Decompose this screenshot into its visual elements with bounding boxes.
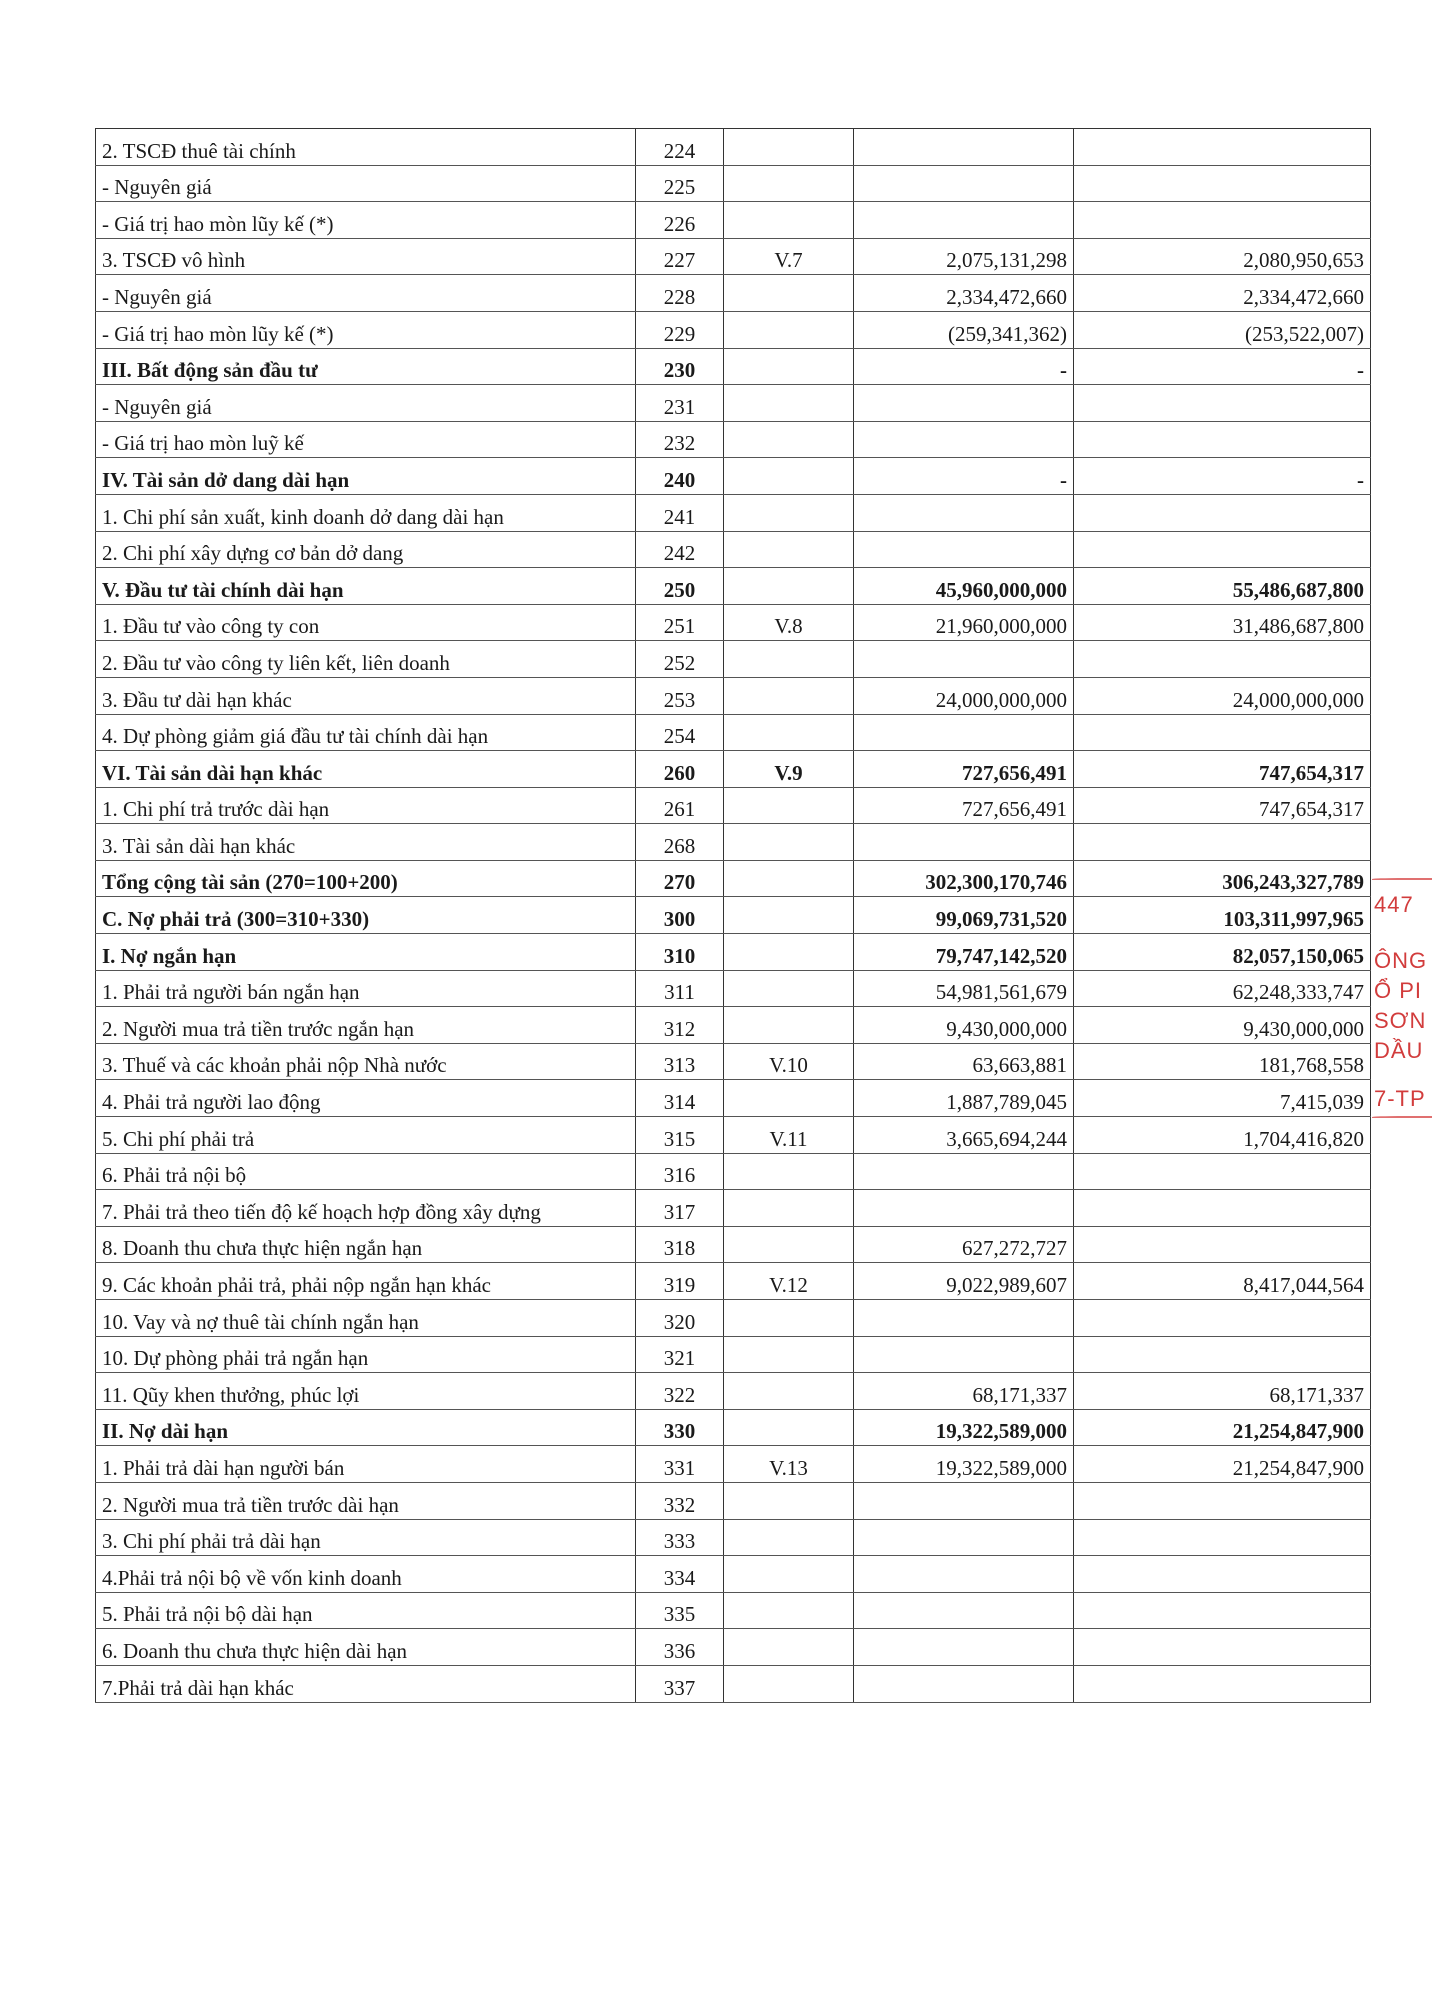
row-note <box>724 677 854 714</box>
table-row <box>96 1190 1371 1227</box>
table-row <box>96 787 1371 824</box>
table-row <box>96 897 1371 934</box>
table-row <box>96 238 1371 275</box>
row-label: 7. Phải trả theo tiến độ kế hoạch hợp đồng xây dựng <box>96 1190 636 1227</box>
row-code: 231 <box>636 385 724 422</box>
row-note <box>724 1592 854 1629</box>
row-code: 337 <box>636 1665 724 1702</box>
row-code: 232 <box>636 421 724 458</box>
row-end-balance <box>854 1190 1074 1227</box>
row-note: V.12 <box>724 1263 854 1300</box>
row-code: 224 <box>636 129 724 166</box>
row-begin-balance: 55,486,687,800 <box>1074 568 1371 605</box>
row-label: 11. Qũy khen thưởng, phúc lợi <box>96 1373 636 1410</box>
row-begin-balance: 1,704,416,820 <box>1074 1117 1371 1154</box>
row-code: 311 <box>636 970 724 1007</box>
table-row <box>96 568 1371 605</box>
table-row <box>96 165 1371 202</box>
row-begin-balance: 62,248,333,747 <box>1074 970 1371 1007</box>
row-begin-balance: - <box>1074 348 1371 385</box>
row-note <box>724 1190 854 1227</box>
table-row <box>96 275 1371 312</box>
row-label: 2. Chi phí xây dựng cơ bản dở dang <box>96 531 636 568</box>
row-begin-balance: 31,486,687,800 <box>1074 604 1371 641</box>
row-code: 331 <box>636 1446 724 1483</box>
row-begin-balance: 306,243,327,789 <box>1074 860 1371 897</box>
row-code: 317 <box>636 1190 724 1227</box>
row-end-balance <box>854 1336 1074 1373</box>
row-label: - Giá trị hao mòn lũy kế (*) <box>96 202 636 239</box>
row-note <box>724 348 854 385</box>
row-code: 332 <box>636 1482 724 1519</box>
row-begin-balance <box>1074 202 1371 239</box>
row-note <box>724 531 854 568</box>
stamp-text-5: DẦU <box>1374 1038 1424 1063</box>
row-code: 250 <box>636 568 724 605</box>
row-end-balance: 19,322,589,000 <box>854 1409 1074 1446</box>
row-begin-balance: 103,311,997,965 <box>1074 897 1371 934</box>
row-begin-balance <box>1074 1226 1371 1263</box>
balance-sheet-rows <box>96 129 1371 1703</box>
row-begin-balance: 9,430,000,000 <box>1074 1007 1371 1044</box>
table-row <box>96 934 1371 971</box>
row-end-balance: 99,069,731,520 <box>854 897 1074 934</box>
row-note <box>724 970 854 1007</box>
row-note <box>724 494 854 531</box>
table-row <box>96 1665 1371 1702</box>
table-row <box>96 1409 1371 1446</box>
row-label: 4. Phải trả người lao động <box>96 1080 636 1117</box>
row-label: - Nguyên giá <box>96 275 636 312</box>
row-label: 1. Phải trả người bán ngắn hạn <box>96 970 636 1007</box>
row-label: - Giá trị hao mòn luỹ kế <box>96 421 636 458</box>
row-begin-balance: 21,254,847,900 <box>1074 1446 1371 1483</box>
row-end-balance <box>854 1556 1074 1593</box>
row-end-balance <box>854 641 1074 678</box>
row-begin-balance <box>1074 1300 1371 1337</box>
row-code: 253 <box>636 677 724 714</box>
row-begin-balance <box>1074 1592 1371 1629</box>
row-code: 240 <box>636 458 724 495</box>
row-note <box>724 165 854 202</box>
row-note <box>724 129 854 166</box>
row-label: 6. Phải trả nội bộ <box>96 1153 636 1190</box>
row-label: 4.Phải trả nội bộ về vốn kinh doanh <box>96 1556 636 1593</box>
row-label: IV. Tài sản dở dang dài hạn <box>96 458 636 495</box>
row-begin-balance <box>1074 385 1371 422</box>
row-label: 3. Thuế và các khoản phải nộp Nhà nước <box>96 1043 636 1080</box>
table-row <box>96 1629 1371 1666</box>
row-code: 330 <box>636 1409 724 1446</box>
table-row <box>96 677 1371 714</box>
row-begin-balance <box>1074 1190 1371 1227</box>
row-end-balance <box>854 1592 1074 1629</box>
row-note <box>724 421 854 458</box>
row-end-balance: 627,272,727 <box>854 1226 1074 1263</box>
row-label: V. Đầu tư tài chính dài hạn <box>96 568 636 605</box>
row-label: 2. TSCĐ thuê tài chính <box>96 129 636 166</box>
row-end-balance: 2,334,472,660 <box>854 275 1074 312</box>
stamp-text-6: 7-TP <box>1374 1086 1426 1111</box>
row-begin-balance: 181,768,558 <box>1074 1043 1371 1080</box>
row-begin-balance: 747,654,317 <box>1074 787 1371 824</box>
table-row <box>96 824 1371 861</box>
row-note: V.9 <box>724 751 854 788</box>
row-label: 3. Chi phí phải trả dài hạn <box>96 1519 636 1556</box>
table-row <box>96 1226 1371 1263</box>
stamp-arc-bottom <box>1372 1116 1432 1118</box>
stamp-arc <box>1372 878 1432 880</box>
row-code: 270 <box>636 860 724 897</box>
row-begin-balance: 21,254,847,900 <box>1074 1409 1371 1446</box>
row-label: 3. Đầu tư dài hạn khác <box>96 677 636 714</box>
row-label: 9. Các khoản phải trả, phải nộp ngắn hạn khác <box>96 1263 636 1300</box>
row-label: III. Bất động sản đầu tư <box>96 348 636 385</box>
row-end-balance: 19,322,589,000 <box>854 1446 1074 1483</box>
stamp-text-4: SƠN <box>1374 1008 1427 1033</box>
table-row <box>96 1080 1371 1117</box>
row-code: 321 <box>636 1336 724 1373</box>
row-code: 300 <box>636 897 724 934</box>
row-note <box>724 311 854 348</box>
row-end-balance <box>854 531 1074 568</box>
table-row <box>96 1519 1371 1556</box>
row-end-balance: 24,000,000,000 <box>854 677 1074 714</box>
row-label: Tổng cộng tài sản (270=100+200) <box>96 860 636 897</box>
row-end-balance <box>854 1300 1074 1337</box>
row-end-balance: 63,663,881 <box>854 1043 1074 1080</box>
row-end-balance <box>854 165 1074 202</box>
row-code: 260 <box>636 751 724 788</box>
row-begin-balance <box>1074 1336 1371 1373</box>
table-row <box>96 1300 1371 1337</box>
row-begin-balance <box>1074 129 1371 166</box>
row-label: 2. Người mua trả tiền trước dài hạn <box>96 1482 636 1519</box>
row-label: II. Nợ dài hạn <box>96 1409 636 1446</box>
row-end-balance <box>854 202 1074 239</box>
company-stamp <box>1368 878 1428 1123</box>
row-code: 315 <box>636 1117 724 1154</box>
row-label: 4. Dự phòng giảm giá đầu tư tài chính dài hạn <box>96 714 636 751</box>
row-note: V.13 <box>724 1446 854 1483</box>
row-end-balance: 21,960,000,000 <box>854 604 1074 641</box>
table-row <box>96 1373 1371 1410</box>
balance-sheet-table <box>95 128 1371 1703</box>
row-label: 1. Đầu tư vào công ty con <box>96 604 636 641</box>
row-end-balance: 727,656,491 <box>854 751 1074 788</box>
row-code: 261 <box>636 787 724 824</box>
row-code: 251 <box>636 604 724 641</box>
row-begin-balance <box>1074 494 1371 531</box>
row-begin-balance: 2,334,472,660 <box>1074 275 1371 312</box>
table-row <box>96 1153 1371 1190</box>
row-label: 8. Doanh thu chưa thực hiện ngắn hạn <box>96 1226 636 1263</box>
stamp-text-3: Ổ PI <box>1374 978 1423 1003</box>
row-note <box>724 1665 854 1702</box>
row-code: 227 <box>636 238 724 275</box>
row-code: 322 <box>636 1373 724 1410</box>
table-row <box>96 421 1371 458</box>
row-note <box>724 787 854 824</box>
table-row <box>96 348 1371 385</box>
row-begin-balance: - <box>1074 458 1371 495</box>
row-end-balance: 302,300,170,746 <box>854 860 1074 897</box>
row-begin-balance <box>1074 1153 1371 1190</box>
row-begin-balance <box>1074 1482 1371 1519</box>
row-end-balance <box>854 1153 1074 1190</box>
row-note <box>724 458 854 495</box>
row-begin-balance <box>1074 641 1371 678</box>
row-label: - Giá trị hao mòn lũy kế (*) <box>96 311 636 348</box>
row-code: 333 <box>636 1519 724 1556</box>
row-begin-balance: 68,171,337 <box>1074 1373 1371 1410</box>
row-label: 3. TSCĐ vô hình <box>96 238 636 275</box>
row-note <box>724 1629 854 1666</box>
row-label: 3. Tài sản dài hạn khác <box>96 824 636 861</box>
row-label: 2. Người mua trả tiền trước ngắn hạn <box>96 1007 636 1044</box>
row-end-balance: 1,887,789,045 <box>854 1080 1074 1117</box>
row-note <box>724 1482 854 1519</box>
row-begin-balance: 2,080,950,653 <box>1074 238 1371 275</box>
row-label: 10. Vay và nợ thuê tài chính ngắn hạn <box>96 1300 636 1337</box>
row-note: V.7 <box>724 238 854 275</box>
row-begin-balance: 82,057,150,065 <box>1074 934 1371 971</box>
row-code: 335 <box>636 1592 724 1629</box>
row-begin-balance: (253,522,007) <box>1074 311 1371 348</box>
row-begin-balance: 7,415,039 <box>1074 1080 1371 1117</box>
row-end-balance: 45,960,000,000 <box>854 568 1074 605</box>
row-begin-balance <box>1074 1519 1371 1556</box>
row-note <box>724 275 854 312</box>
row-note <box>724 1336 854 1373</box>
table-row <box>96 714 1371 751</box>
table-row <box>96 494 1371 531</box>
table-row <box>96 1117 1371 1154</box>
row-code: 314 <box>636 1080 724 1117</box>
row-begin-balance <box>1074 421 1371 458</box>
table-row <box>96 458 1371 495</box>
row-note <box>724 714 854 751</box>
row-code: 242 <box>636 531 724 568</box>
row-label: C. Nợ phải trả (300=310+330) <box>96 897 636 934</box>
row-end-balance: 9,430,000,000 <box>854 1007 1074 1044</box>
row-end-balance <box>854 714 1074 751</box>
row-code: 310 <box>636 934 724 971</box>
stamp-text-2: ÔNG <box>1374 948 1428 973</box>
row-note <box>724 1409 854 1446</box>
row-note <box>724 641 854 678</box>
row-end-balance <box>854 1665 1074 1702</box>
row-label: 1. Chi phí sản xuất, kinh doanh dở dang dài hạn <box>96 494 636 531</box>
row-end-balance: 9,022,989,607 <box>854 1263 1074 1300</box>
row-note <box>724 824 854 861</box>
row-end-balance <box>854 129 1074 166</box>
row-note <box>724 202 854 239</box>
row-label: 6. Doanh thu chưa thực hiện dài hạn <box>96 1629 636 1666</box>
row-note <box>724 385 854 422</box>
row-label: 5. Phải trả nội bộ dài hạn <box>96 1592 636 1629</box>
table-row <box>96 1263 1371 1300</box>
row-note <box>724 568 854 605</box>
row-code: 319 <box>636 1263 724 1300</box>
row-code: 318 <box>636 1226 724 1263</box>
row-code: 225 <box>636 165 724 202</box>
row-begin-balance <box>1074 714 1371 751</box>
row-note <box>724 860 854 897</box>
table-row <box>96 385 1371 422</box>
row-end-balance <box>854 1629 1074 1666</box>
row-label: 10. Dự phòng phải trả ngắn hạn <box>96 1336 636 1373</box>
row-end-balance <box>854 494 1074 531</box>
table-row <box>96 641 1371 678</box>
row-code: 334 <box>636 1556 724 1593</box>
row-end-balance <box>854 421 1074 458</box>
row-begin-balance: 24,000,000,000 <box>1074 677 1371 714</box>
row-code: 228 <box>636 275 724 312</box>
row-note <box>724 1556 854 1593</box>
table-row <box>96 751 1371 788</box>
row-end-balance: - <box>854 348 1074 385</box>
row-label: 7.Phải trả dài hạn khác <box>96 1665 636 1702</box>
table-row <box>96 531 1371 568</box>
row-note <box>724 1226 854 1263</box>
row-end-balance <box>854 824 1074 861</box>
row-end-balance: 2,075,131,298 <box>854 238 1074 275</box>
row-begin-balance <box>1074 1556 1371 1593</box>
table-row <box>96 311 1371 348</box>
row-note <box>724 1080 854 1117</box>
row-label: 2. Đầu tư vào công ty liên kết, liên doanh <box>96 641 636 678</box>
row-end-balance: 3,665,694,244 <box>854 1117 1074 1154</box>
table-row <box>96 1482 1371 1519</box>
row-note <box>724 1519 854 1556</box>
row-code: 268 <box>636 824 724 861</box>
row-begin-balance <box>1074 165 1371 202</box>
table-row <box>96 1007 1371 1044</box>
table-row <box>96 970 1371 1007</box>
table-row <box>96 202 1371 239</box>
table-row <box>96 604 1371 641</box>
row-code: 241 <box>636 494 724 531</box>
row-note <box>724 897 854 934</box>
row-label: - Nguyên giá <box>96 165 636 202</box>
row-code: 226 <box>636 202 724 239</box>
row-note <box>724 1007 854 1044</box>
row-label: VI. Tài sản dài hạn khác <box>96 751 636 788</box>
table-row <box>96 860 1371 897</box>
row-label: 5. Chi phí phải trả <box>96 1117 636 1154</box>
row-end-balance: 54,981,561,679 <box>854 970 1074 1007</box>
table-row <box>96 129 1371 166</box>
row-begin-balance: 8,417,044,564 <box>1074 1263 1371 1300</box>
row-begin-balance <box>1074 531 1371 568</box>
row-code: 313 <box>636 1043 724 1080</box>
table-row <box>96 1446 1371 1483</box>
row-end-balance: - <box>854 458 1074 495</box>
row-begin-balance <box>1074 824 1371 861</box>
row-note: V.11 <box>724 1117 854 1154</box>
row-note <box>724 1373 854 1410</box>
row-label: 1. Chi phí trả trước dài hạn <box>96 787 636 824</box>
balance-sheet <box>95 128 1370 1703</box>
row-code: 312 <box>636 1007 724 1044</box>
row-code: 316 <box>636 1153 724 1190</box>
row-code: 254 <box>636 714 724 751</box>
row-begin-balance <box>1074 1665 1371 1702</box>
table-row <box>96 1336 1371 1373</box>
row-code: 252 <box>636 641 724 678</box>
row-end-balance: 727,656,491 <box>854 787 1074 824</box>
row-code: 230 <box>636 348 724 385</box>
row-label: I. Nợ ngắn hạn <box>96 934 636 971</box>
row-code: 336 <box>636 1629 724 1666</box>
row-code: 229 <box>636 311 724 348</box>
row-end-balance <box>854 385 1074 422</box>
stamp-text-1: 447 <box>1374 892 1414 917</box>
table-row <box>96 1043 1371 1080</box>
row-code: 320 <box>636 1300 724 1337</box>
row-note: V.8 <box>724 604 854 641</box>
row-end-balance <box>854 1519 1074 1556</box>
row-label: 1. Phải trả dài hạn người bán <box>96 1446 636 1483</box>
row-note: V.10 <box>724 1043 854 1080</box>
row-end-balance: 79,747,142,520 <box>854 934 1074 971</box>
table-row <box>96 1592 1371 1629</box>
row-note <box>724 1300 854 1337</box>
row-begin-balance: 747,654,317 <box>1074 751 1371 788</box>
row-begin-balance <box>1074 1629 1371 1666</box>
row-end-balance: (259,341,362) <box>854 311 1074 348</box>
table-row <box>96 1556 1371 1593</box>
row-note <box>724 1153 854 1190</box>
row-end-balance: 68,171,337 <box>854 1373 1074 1410</box>
row-end-balance <box>854 1482 1074 1519</box>
row-label: - Nguyên giá <box>96 385 636 422</box>
row-note <box>724 934 854 971</box>
